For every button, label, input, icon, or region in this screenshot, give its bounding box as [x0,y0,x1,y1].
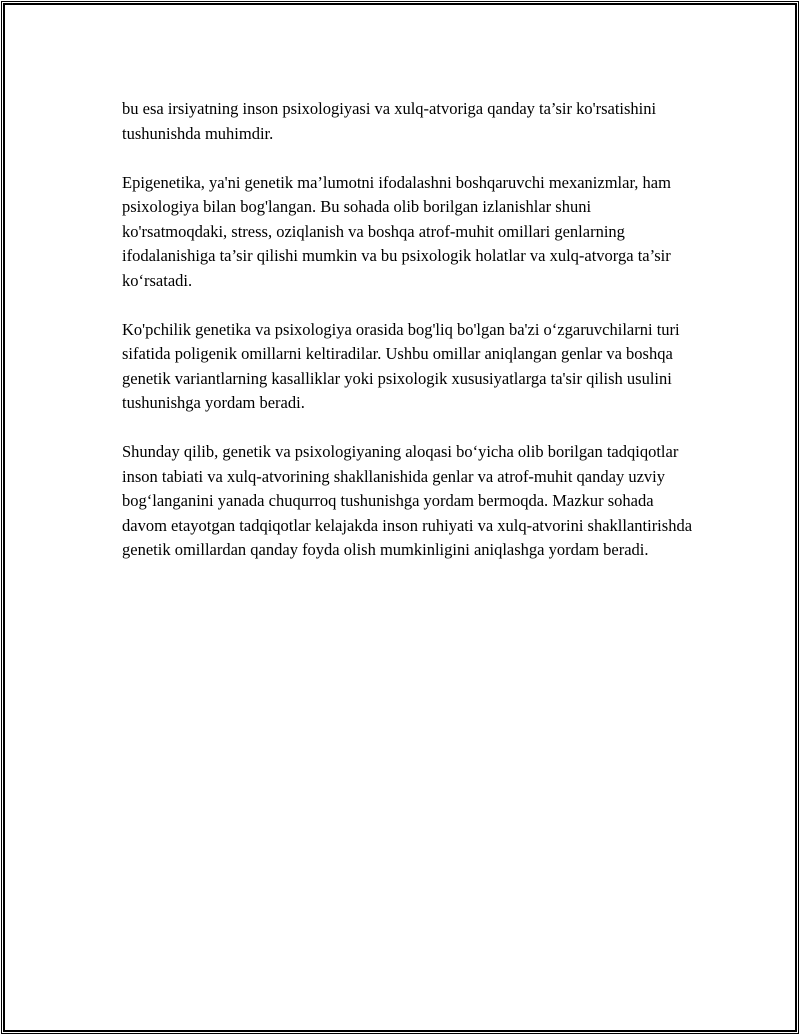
page-frame [3,3,797,1032]
paragraph-2: Epigenetika, ya'ni genetik ma’lumotni ifodalashni boshqaruvchi mexanizmlar, ham psixologiya bilan bog'langan. Bu sohada olib borilgan izlanishlar shuni ko'rsatmoqdaki, stress, oziqlanish va boshqa atrof-muhit omillari genlarning ifodalanishiga ta’sir qilishi mumkin va bu psixologik holatlar va xulq-atvorga ta’sir ko‘rsatadi. [122,172,671,290]
document-body [122,97,694,587]
paragraph-3: Ko'pchilik genetika va psixologiya orasida bog'liq bo'lgan ba'zi o‘zgaruvchilarni turi sifatida poligenik omillarni keltiradilar. Ushbu omillar aniqlangan genlar va boshqa genetik variantlarning kasalliklar yoki psixologik xususiyatlarga ta'sir qilish usulini tushunishga yordam beradi. [122,319,680,412]
paragraph-4: Shunday qilib, genetik va psixologiyaning aloqasi bo‘yicha olib borilgan tadqiqotlar inson tabiati va xulq-atvorining shakllanishida genlar va atrof-muhit qanday uzviy bog‘langanini yanada chuqurroq tushunishga yordam bermoqda. Mazkur sohada davom etayotgan tadqiqotlar kelajakda inson ruhiyati va xulq-atvorini shakllantirishda genetik omillardan qanday foyda olish mumkinligini aniqlashga yordam beradi. [122,442,693,559]
paragraph-1: bu esa irsiyatning inson psixologiyasi va xulq-atvoriga qanday ta’sir ko'rsatishini tushunishda muhimdir. [122,99,657,143]
